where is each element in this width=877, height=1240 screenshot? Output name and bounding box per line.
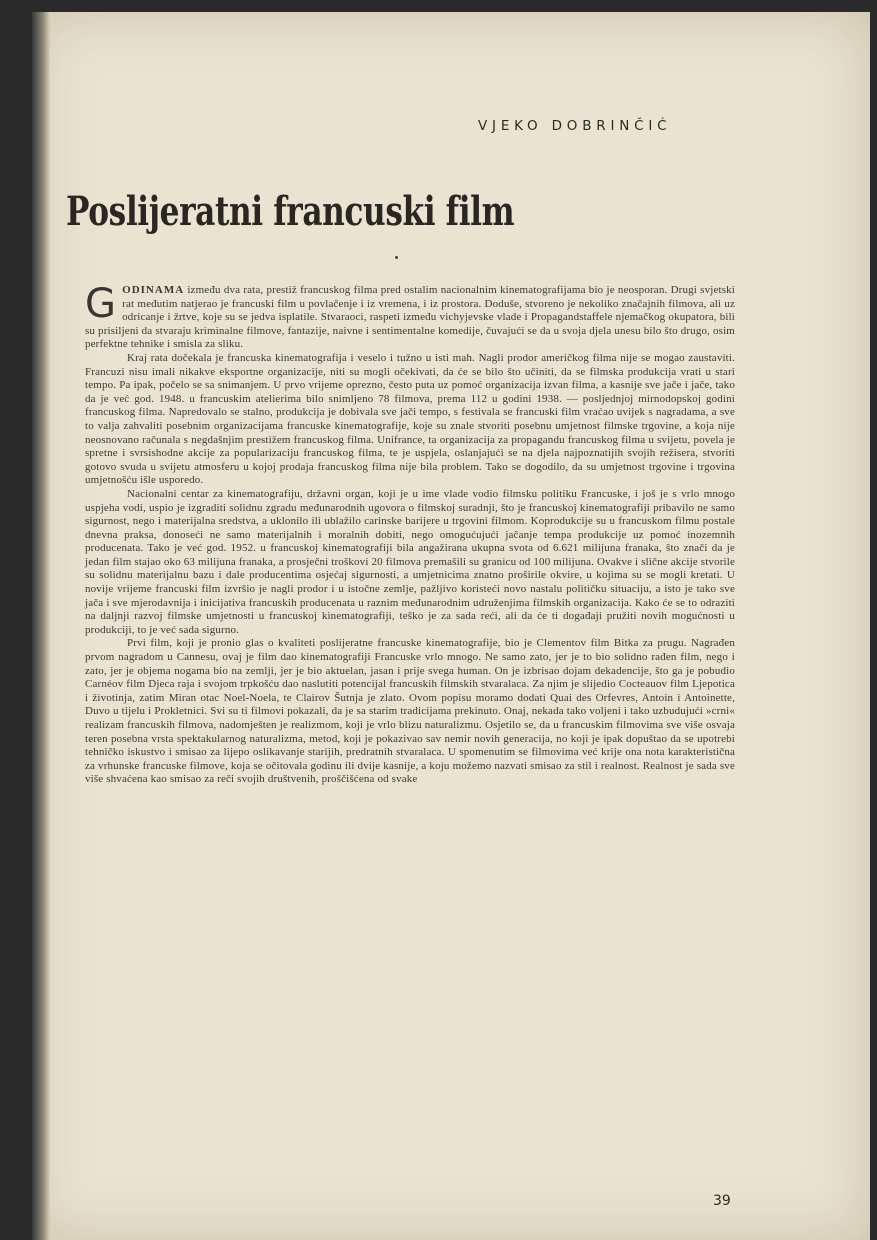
paragraph-3: Nacionalni centar za kinematografiju, državni organ, koji je u ime vlade vodio filmsku politiku Francuske, i još je s vrlo mnogo uspjeha vodi, uspio je izgraditi solidnu zgradu međunarodnih ugovora o filmskoj suradnji, što je francuskoj kinematografiji pribavilo ne samo sigurnost, nego i materijalna sredstva, a uklonilo ili ublažilo carinske barijere u trgovini filmom. Koprodukcije su u francuskom filmu postale dnevna praksa, donoseći ne samo materijalnih i moralnih dobiti, nego omogućujući jačanje tempa produkcije uz pomoć inozemnih producenata. Tako je već god. 1952. u francuskoj kinematografiji bila angažirana ukupna svota od 6.621 milijuna franaka, što znači da je jedan film stajao oko 63 milijuna franaka, a prosječni troškovi 20 filmova premašili su granicu od 100 milijuna. Ovakve i slične akcije stvorile su solidnu materijalnu bazu i dale producentima osjećaj sigurnosti, a umjetnicima znatno proširile okvire, u kojima su se mogli kretati. U novije vrijeme francuski film izvršio je nagli prodor i u istočne zemlje, pažljivo koristeći novo nastalu političku situaciju, a isto je tako sve jača i sve mjerodavnija i inicijativa francuskih producenata u raznim međunarodnim udruženjima filmskih organizacija. Kako će se to odraziti na daljnji razvoj filmske umjetnosti u francuskoj kinematografiji, teško je za sada reći, ali da će ti događaji pružiti novih mogućnosti u produkciji, to je već sada sigurno.	[85, 487, 735, 636]
lead-word: ODINAMA	[122, 284, 185, 296]
paragraph-2: Kraj rata dočekala je francuska kinematografija i veselo i tužno u isti mah. Nagli prodor američkog filma nije se mogao zaustaviti. Francuzi nisu imali nikakve eksportne organizacije, niti su mogli očekivati, da će se bilo što učiniti, da se filmska produkcija vrati u stari tempo. Pa ipak, počelo se sa snimanjem. U prvo vrijeme oprezno, često puta uz pomoć organizacija izvan filma, a kasnije sve jače i jače, tako da je već god. 1948. u francuskim atelierima bilo snimljeno 78 filmova, prema 112 u godini 1938. — posljednjoj mirnodopskoj godini francuskog filma. Napredovalo se stalno, produkcija je dobivala sve jači tempo, s festivala se francuski film vraćao uvijek s nagradama, a sve to valja zahvaliti posebnim organizacijama francuske kinematografije, koje su znale stvoriti posebnu umjetnost filmske trgovine, a koja nije neosnovano računala s negdašnjim prestižem francuskog filma. Unifrance, ta organizacija za propagandu francuskog filma u svijetu, povela je spretne i svrsishodne akcije za popularizaciju francuskog filma, te je uspjela, oslanjajući se na djela najpoznatijih svojih režisera, stvoriti gotovo svuda u svijetu atmosferu u kojoj prodaja francuskog filma nije bila problem. Tako se dogodilo, da su umjetnost trgovine i trgovina umjetnošću išle usporedo.	[85, 351, 735, 487]
page-number: 39	[713, 1193, 731, 1209]
author-name: VJEKO DOBRINČIĆ	[478, 118, 672, 134]
paragraph-1	[85, 281, 735, 352]
article-title: Poslijeratni francuski film	[66, 188, 515, 235]
paragraph-4: Prvi film, koji je pronio glas o kvaliteti poslijeratne francuske kinematografije, bio je Clementov film Bitka za prugu. Nagrađen prvom nagradom u Cannesu, ovaj je film dao kinematografiji Francuske vrlo mnogo. Ne samo zato, jer je to bio solidno rađen film, nego i zato, jer je objema nogama bio na zemlji, jer je bio aktuelan, jasan i prije svega human. On je izbrisao dojam dekadencije, što ga je pobudio Carnéov film Djeca raja i svojom trpkošću dao naslutiti potencijal francuskih filmskih stvaralaca. Za njim je slijedio Cocteauov film Ljepotica i životinja, zatim Miran otac Noel-Noela, te Clairov Šutnja je zlato. Ovom popisu moramo dodati Quai des Orfevres, Antoin i Antoinette, Duvo u tijelu i Prokletnici. Svi su ti filmovi pokazali, da je sa starim tradicijama prekinuto. Onaj, nekada tako voljeni i tako uzbudujući »crni« realizam francuskih filmova, nadomješten je realizmom, koji je vrlo blizu naturalizmu. Osjetilo se, da u francuskim filmovima sve više osvaja teren posebna vrsta spektakularnog naturalizma, metod, koji je pokazivao sav nemir novih generacija, no koji je ipak dopuštao da se upotrebi tehničko iskustvo i smisao za lijepo oslikavanje starijih, predratnih stvaralaca. U spomenutim se filmovima već krije ona nota karakteristična za vrhunske francuske filmove, koja se očitovala godinu ili dvije kasnije, a koju možemo nazvati smisao za stil i realnost. Realnost je sada sve više shvaćena kao smisao za reči svojih društvenih, proščišćena od svake	[85, 637, 735, 786]
article-body	[85, 281, 735, 787]
book-gutter	[32, 12, 50, 1240]
drop-cap: G	[85, 281, 117, 327]
title-separator-dot	[395, 256, 398, 259]
paragraph-1-text: između dva rata, prestiž francuskog filma pred ostalim nacionalnim kinematografijama bio je neosporan. Drugi svjetski rat međutim natjerao je francuski film u povlačenje i iz vremena, i iz prostora. Doduše, stvoreno je nekoliko značajnih filmova, ali uz odricanje i žrtve, koje su se jedva isplatile. Stvaraoci, raspeti između vichyjevske vlade i Propagandstaffele njemačkog okupatora, bili su prisiljeni da stvaraju kriminalne filmove, fantazije, naivne i sentimentalne komedije, čuvajući se da u svoja djela unesu bilo što drugo, osim perfektne tehnike i smisla za sliku.	[85, 284, 735, 351]
